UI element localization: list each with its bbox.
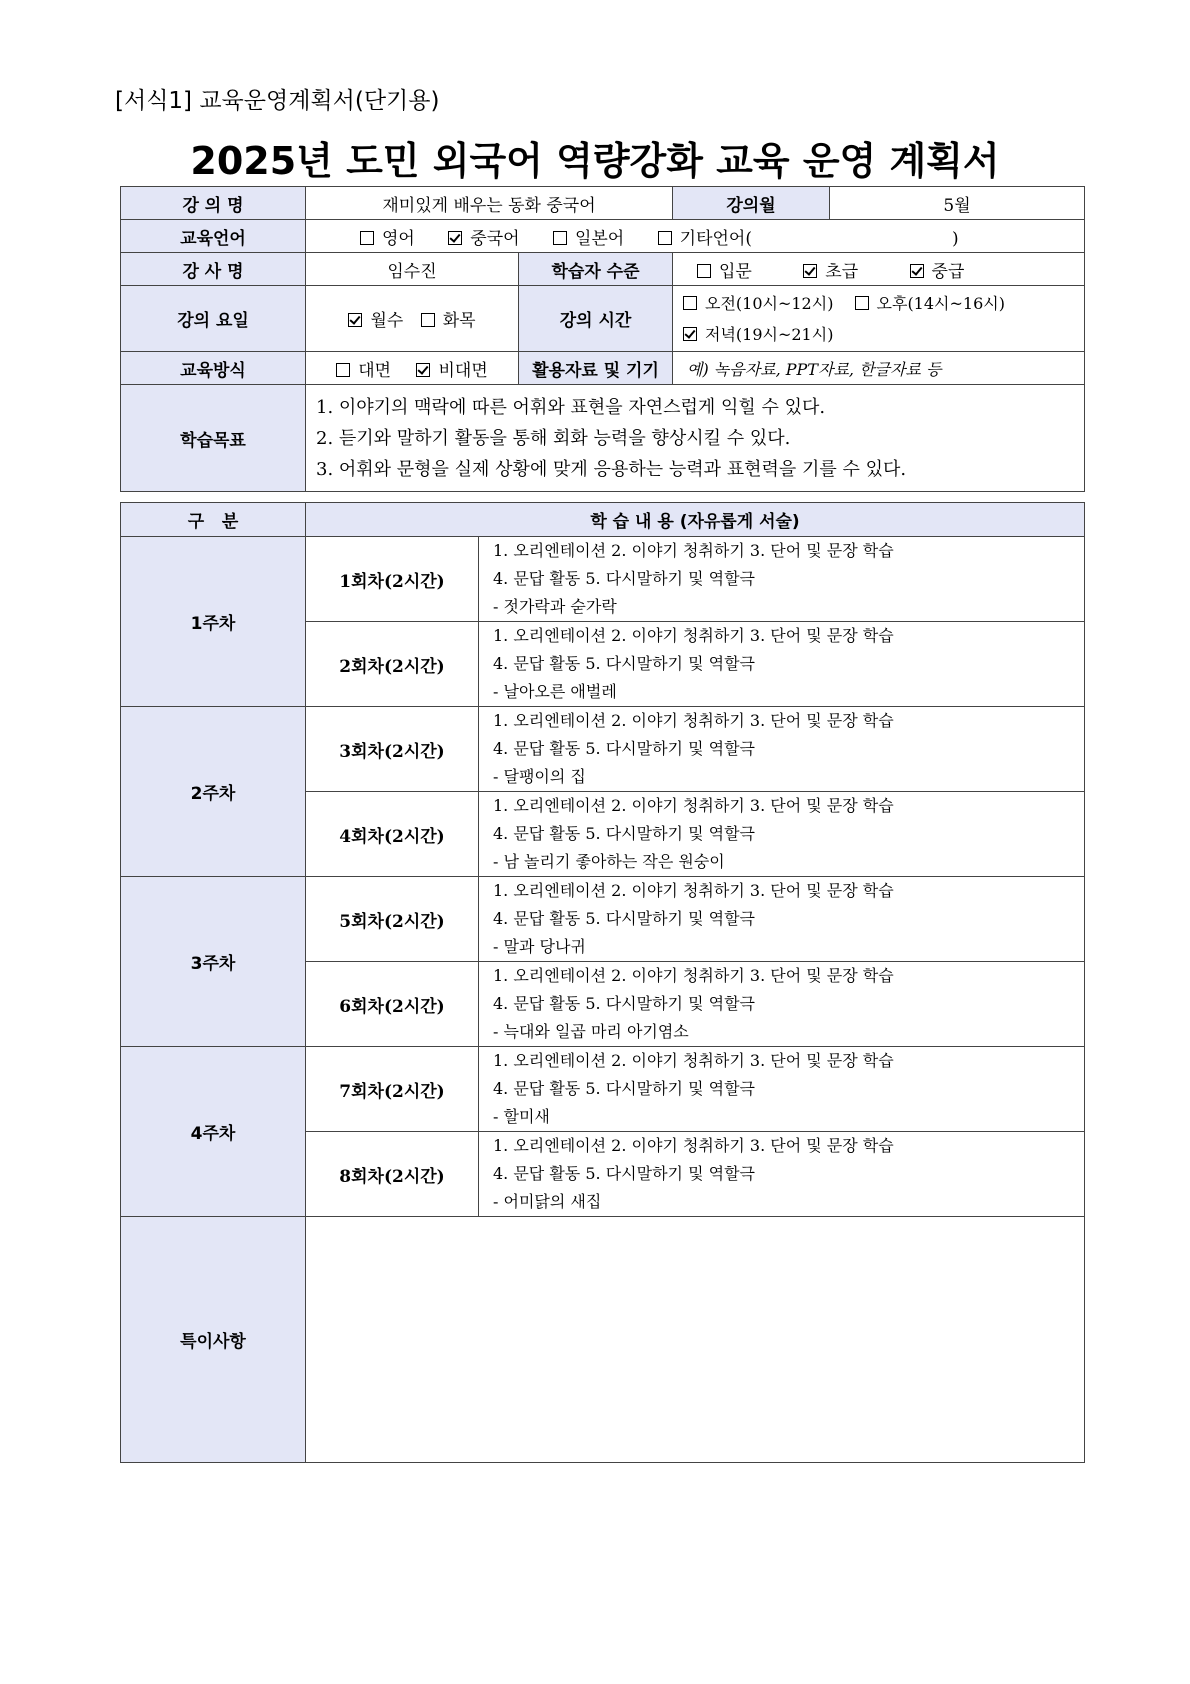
session-label: 5회차(2시간) <box>306 877 479 962</box>
goals-label: 학습목표 <box>121 385 306 492</box>
content-line: - 할미새 <box>493 1107 550 1126</box>
content-line: - 어미닭의 새집 <box>493 1192 602 1211</box>
checkbox-icon[interactable] <box>855 296 869 310</box>
content-line: - 젓가락과 숟가락 <box>493 597 617 616</box>
instructor-label: 강 사 명 <box>121 253 306 286</box>
content-line: - 늑대와 일곱 마리 아기염소 <box>493 1022 689 1041</box>
time-option-afternoon[interactable] <box>855 288 1005 319</box>
checkbox-icon[interactable] <box>360 231 374 245</box>
level-options <box>673 253 1085 286</box>
materials-label: 활용자료 및 기기 <box>519 352 673 385</box>
content-line: - 남 놀리기 좋아하는 작은 원숭이 <box>493 852 725 871</box>
session-label: 1회차(2시간) <box>306 537 479 622</box>
content-line: - 달팽이의 집 <box>493 767 586 786</box>
method-options <box>306 352 519 385</box>
time-options <box>673 286 1085 352</box>
week-label: 1주차 <box>121 537 306 707</box>
option-other-close: ) <box>951 228 959 249</box>
session-label: 6회차(2시간) <box>306 962 479 1047</box>
form-code: [서식1] 교육운영계획서(단기용) <box>115 88 440 114</box>
session-content <box>479 1132 1085 1217</box>
checkbox-icon[interactable] <box>416 363 430 377</box>
instructor-value: 임수진 <box>306 253 519 286</box>
content-line: 1. 오리엔테이션 2. 이야기 청취하기 3. 단어 및 문장 학습 <box>493 966 894 985</box>
checkbox-icon[interactable] <box>803 264 817 278</box>
content-line: 4. 문답 활동 5. 다시말하기 및 역할극 <box>493 1164 755 1183</box>
days-option-tue-thu[interactable] <box>421 306 476 331</box>
week-label: 3주차 <box>121 877 306 1047</box>
level-option-elementary[interactable] <box>803 257 858 282</box>
option-label: 초급 <box>825 261 859 282</box>
language-option-other[interactable] <box>658 224 959 249</box>
session-content <box>479 962 1085 1047</box>
table-row <box>121 877 1085 962</box>
content-line: 1. 오리엔테이션 2. 이야기 청취하기 3. 단어 및 문장 학습 <box>493 881 894 900</box>
content-line: - 말과 당나귀 <box>493 937 586 956</box>
method-option-in-person[interactable] <box>336 356 391 381</box>
checkbox-icon[interactable] <box>658 231 672 245</box>
goal-item: 3. 어휘와 문형을 실제 상황에 맞게 응용하는 능력과 표현력을 기를 수 있다. <box>316 458 907 480</box>
language-option-english[interactable] <box>360 224 415 249</box>
option-label: 중국어 <box>470 228 520 249</box>
level-option-beginner[interactable] <box>697 257 752 282</box>
time-option-morning[interactable] <box>683 288 833 319</box>
method-option-online[interactable] <box>416 356 487 381</box>
notes-field[interactable] <box>306 1217 1085 1463</box>
content-line: 4. 문답 활동 5. 다시말하기 및 역할극 <box>493 569 755 588</box>
option-label: 입문 <box>719 261 752 282</box>
checkbox-icon[interactable] <box>336 363 350 377</box>
time-option-evening[interactable] <box>683 319 833 350</box>
checkbox-icon[interactable] <box>553 231 567 245</box>
content-line: 1. 오리엔테이션 2. 이야기 청취하기 3. 단어 및 문장 학습 <box>493 626 894 645</box>
table-row <box>121 1047 1085 1132</box>
option-label: 월수 <box>370 311 404 331</box>
materials-value: 예) 녹음자료, PPT자료, 한글자료 등 <box>673 352 1085 385</box>
checkbox-icon[interactable] <box>697 264 711 278</box>
schedule-header-division: 구 분 <box>121 503 306 537</box>
option-label: 화목 <box>442 311 476 331</box>
language-label: 교육언어 <box>121 220 306 253</box>
content-line: 1. 오리엔테이션 2. 이야기 청취하기 3. 단어 및 문장 학습 <box>493 541 894 560</box>
session-label: 8회차(2시간) <box>306 1132 479 1217</box>
document-title: 2025년 도민 외국어 역량강화 교육 운영 계획서 <box>190 139 1000 183</box>
content-line: 1. 오리엔테이션 2. 이야기 청취하기 3. 단어 및 문장 학습 <box>493 1051 894 1070</box>
option-label: 오후(14시~16시) <box>876 293 1005 313</box>
option-label: 오전(10시~12시) <box>705 293 834 313</box>
option-label: 중급 <box>931 261 965 282</box>
table-row <box>121 707 1085 792</box>
option-label: 기타언어( <box>679 228 752 249</box>
session-content <box>479 537 1085 622</box>
week-label: 4주차 <box>121 1047 306 1217</box>
session-label: 3회차(2시간) <box>306 707 479 792</box>
checkbox-icon[interactable] <box>448 231 462 245</box>
session-label: 7회차(2시간) <box>306 1047 479 1132</box>
language-options <box>306 220 1085 253</box>
course-name-value: 재미있게 배우는 동화 중국어 <box>306 187 673 220</box>
option-label: 대면 <box>358 360 392 381</box>
level-label: 학습자 수준 <box>519 253 673 286</box>
goals-list <box>306 385 1085 492</box>
level-option-intermediate[interactable] <box>910 257 965 282</box>
content-line: - 날아오른 애벌레 <box>493 682 617 701</box>
info-table <box>120 186 1085 492</box>
month-value: 5월 <box>830 187 1085 220</box>
language-option-japanese[interactable] <box>553 224 624 249</box>
session-content <box>479 877 1085 962</box>
content-line: 4. 문답 활동 5. 다시말하기 및 역할극 <box>493 739 755 758</box>
week-label: 2주차 <box>121 707 306 877</box>
schedule-header-content: 학 습 내 용 (자유롭게 서술) <box>306 503 1085 537</box>
session-content <box>479 622 1085 707</box>
language-option-chinese[interactable] <box>448 224 519 249</box>
content-line: 4. 문답 활동 5. 다시말하기 및 역할극 <box>493 1079 755 1098</box>
content-line: 1. 오리엔테이션 2. 이야기 청취하기 3. 단어 및 문장 학습 <box>493 796 894 815</box>
session-content <box>479 1047 1085 1132</box>
content-line: 1. 오리엔테이션 2. 이야기 청취하기 3. 단어 및 문장 학습 <box>493 711 894 730</box>
option-label: 비대면 <box>438 360 488 381</box>
session-content <box>479 792 1085 877</box>
session-label: 2회차(2시간) <box>306 622 479 707</box>
method-label: 교육방식 <box>121 352 306 385</box>
content-line: 4. 문답 활동 5. 다시말하기 및 역할극 <box>493 824 755 843</box>
month-label: 강의월 <box>673 187 830 220</box>
course-name-label: 강 의 명 <box>121 187 306 220</box>
days-options <box>306 286 519 352</box>
option-label: 영어 <box>382 228 415 249</box>
goal-item: 1. 이야기의 맥락에 따른 어휘와 표현을 자연스럽게 익힐 수 있다. <box>316 396 826 418</box>
checkbox-icon[interactable] <box>421 313 435 327</box>
notes-label: 특이사항 <box>121 1217 306 1463</box>
checkbox-icon[interactable] <box>683 327 697 341</box>
option-label: 일본어 <box>574 228 625 249</box>
table-row <box>121 537 1085 622</box>
option-label: 저녁(19시~21시) <box>705 324 834 344</box>
time-label: 강의 시간 <box>519 286 673 352</box>
schedule-table <box>120 502 1085 1463</box>
days-option-mon-wed[interactable] <box>348 306 403 331</box>
content-line: 1. 오리엔테이션 2. 이야기 청취하기 3. 단어 및 문장 학습 <box>493 1136 894 1155</box>
checkbox-icon[interactable] <box>683 296 697 310</box>
goal-item: 2. 듣기와 말하기 활동을 통해 회화 능력을 향상시킬 수 있다. <box>316 427 791 449</box>
session-content <box>479 707 1085 792</box>
content-line: 4. 문답 활동 5. 다시말하기 및 역할극 <box>493 994 755 1013</box>
session-label: 4회차(2시간) <box>306 792 479 877</box>
checkbox-icon[interactable] <box>348 313 362 327</box>
days-label: 강의 요일 <box>121 286 306 352</box>
content-line: 4. 문답 활동 5. 다시말하기 및 역할극 <box>493 909 755 928</box>
content-line: 4. 문답 활동 5. 다시말하기 및 역할극 <box>493 654 755 673</box>
checkbox-icon[interactable] <box>910 264 924 278</box>
